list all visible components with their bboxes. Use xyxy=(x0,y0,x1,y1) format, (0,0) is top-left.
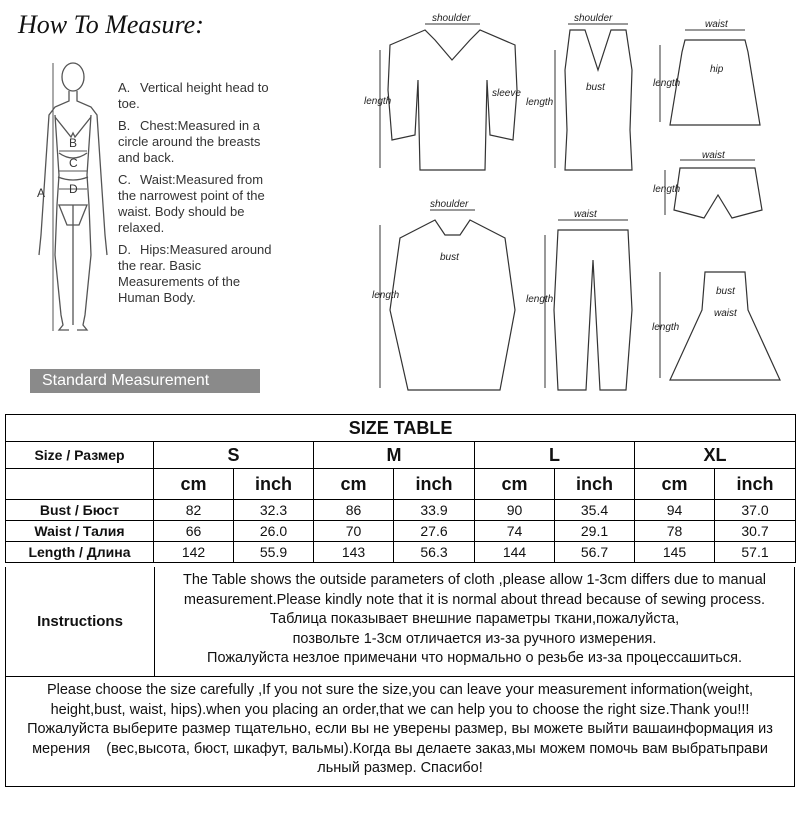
table-cell: 37.0 xyxy=(715,500,796,521)
size-header: M xyxy=(314,442,475,469)
table-cell: 27.6 xyxy=(394,521,475,542)
empty-cell xyxy=(6,469,154,500)
table-cell: 35.4 xyxy=(555,500,635,521)
length-label: length xyxy=(526,97,554,108)
sleeve-label: sleeve xyxy=(492,88,521,99)
unit-header: cm xyxy=(154,469,234,500)
table-cell: 143 xyxy=(314,542,394,563)
length-label: length xyxy=(653,78,681,89)
measurement-instructions-list xyxy=(118,80,278,312)
pants-drawing xyxy=(554,230,632,390)
table-cell: 56.3 xyxy=(394,542,475,563)
size-header: XL xyxy=(635,442,796,469)
measurement-item-d: D. Hips:Measured around the rear. Basic Measurements of the Human Body. xyxy=(118,242,272,305)
table-cell: 90 xyxy=(475,500,555,521)
bust-label: bust xyxy=(440,252,459,263)
shorts-drawing xyxy=(674,168,762,218)
label-d: D xyxy=(69,182,78,196)
measurement-item-a: A. Vertical height head to toe. xyxy=(118,80,269,111)
size-table xyxy=(5,414,796,563)
length-label: length xyxy=(652,322,680,333)
waist-label: waist xyxy=(702,150,725,161)
unit-header: cm xyxy=(635,469,715,500)
page-title: How To Measure: xyxy=(18,10,204,39)
waist-label: waist xyxy=(574,209,597,220)
table-cell: 32.3 xyxy=(234,500,314,521)
table-cell: 144 xyxy=(475,542,555,563)
table-cell: 26.0 xyxy=(234,521,314,542)
label-c: C xyxy=(69,156,78,170)
unit-header: inch xyxy=(715,469,796,500)
table-cell: 70 xyxy=(314,521,394,542)
unit-header: inch xyxy=(555,469,635,500)
size-header: L xyxy=(475,442,635,469)
table-cell: 55.9 xyxy=(234,542,314,563)
table-cell: 30.7 xyxy=(715,521,796,542)
table-cell: 29.1 xyxy=(555,521,635,542)
unit-header: cm xyxy=(475,469,555,500)
unit-header: inch xyxy=(234,469,314,500)
size-label-cell: Size / Размер xyxy=(6,442,154,469)
waist-label: waist xyxy=(705,19,728,30)
size-advice-note: Please choose the size carefully ,If you not sure the size,you can leave your measurement information(weight, height,bust, waist, hips).when you placing an order,that we can help you to choose the right size.Thank you!!! Пожалуйста выберите размер тщательно, если вы не уверены размер, вы можете выйти вашаинформация из мерения (вес,высота, бюст, шкафут, вальмы).Когда вы делаете заказ,мы можем помочь вам выбратьправи льный размер. Спасибо! xyxy=(5,677,795,787)
table-cell: 56.7 xyxy=(555,542,635,563)
hip-label: hip xyxy=(710,64,724,75)
table-cell: 78 xyxy=(635,521,715,542)
length-label: length xyxy=(364,96,392,107)
unit-header: inch xyxy=(394,469,475,500)
instructions-label: Instructions xyxy=(6,567,155,676)
shoulder-label: shoulder xyxy=(574,13,613,24)
shoulder-label: shoulder xyxy=(430,199,469,210)
table-row xyxy=(6,500,796,521)
measurement-item-c: C. Waist:Measured from the narrowest point of the waist. Body should be relaxed. xyxy=(118,172,265,235)
clothing-measurement-diagrams xyxy=(360,10,800,400)
blouse-drawing xyxy=(388,30,517,170)
table-row xyxy=(6,542,796,563)
bust-label: bust xyxy=(716,286,735,297)
waist-label: waist xyxy=(714,308,737,319)
table-cell: 66 xyxy=(154,521,234,542)
table-cell: 145 xyxy=(635,542,715,563)
length-label: length xyxy=(372,290,400,301)
coat-drawing xyxy=(390,220,515,390)
top-drawing xyxy=(565,30,632,170)
instructions-text: The Table shows the outside parameters of cloth ,please allow 1-3cm differs due to manual measurement.Please kindly note that it is normal about thread because of sewing process. Таблица показывает внешние параметры ткани,пожалуйста, позвольте 1-3см отличается из-за ручного измерения. Пожалуйста незлое примечани что нормально о резьбе из-за процессашиться. xyxy=(182,572,766,666)
bust-label: bust xyxy=(586,82,605,93)
label-a: A xyxy=(37,186,46,200)
label-b: B xyxy=(69,136,78,150)
unit-header: cm xyxy=(314,469,394,500)
table-cell: 94 xyxy=(635,500,715,521)
row-label: Bust / Бюст xyxy=(6,500,154,521)
instructions-block xyxy=(5,567,795,677)
table-cell: 82 xyxy=(154,500,234,521)
row-label: Length / Длина xyxy=(6,542,154,563)
table-cell: 74 xyxy=(475,521,555,542)
row-label: Waist / Талия xyxy=(6,521,154,542)
table-cell: 86 xyxy=(314,500,394,521)
size-header: S xyxy=(154,442,314,469)
shoulder-label: shoulder xyxy=(432,13,471,24)
length-label: length xyxy=(653,184,681,195)
table-cell: 142 xyxy=(154,542,234,563)
table-cell: 33.9 xyxy=(394,500,475,521)
measurement-item-b: B. Chest:Measured in a circle around the breasts and back. xyxy=(118,118,261,165)
size-table-title: SIZE TABLE xyxy=(6,415,796,442)
table-cell: 57.1 xyxy=(715,542,796,563)
skirt-drawing xyxy=(670,40,760,125)
table-row xyxy=(6,521,796,542)
length-label: length xyxy=(526,294,554,305)
standard-measurement-banner: Standard Measurement xyxy=(30,369,260,393)
